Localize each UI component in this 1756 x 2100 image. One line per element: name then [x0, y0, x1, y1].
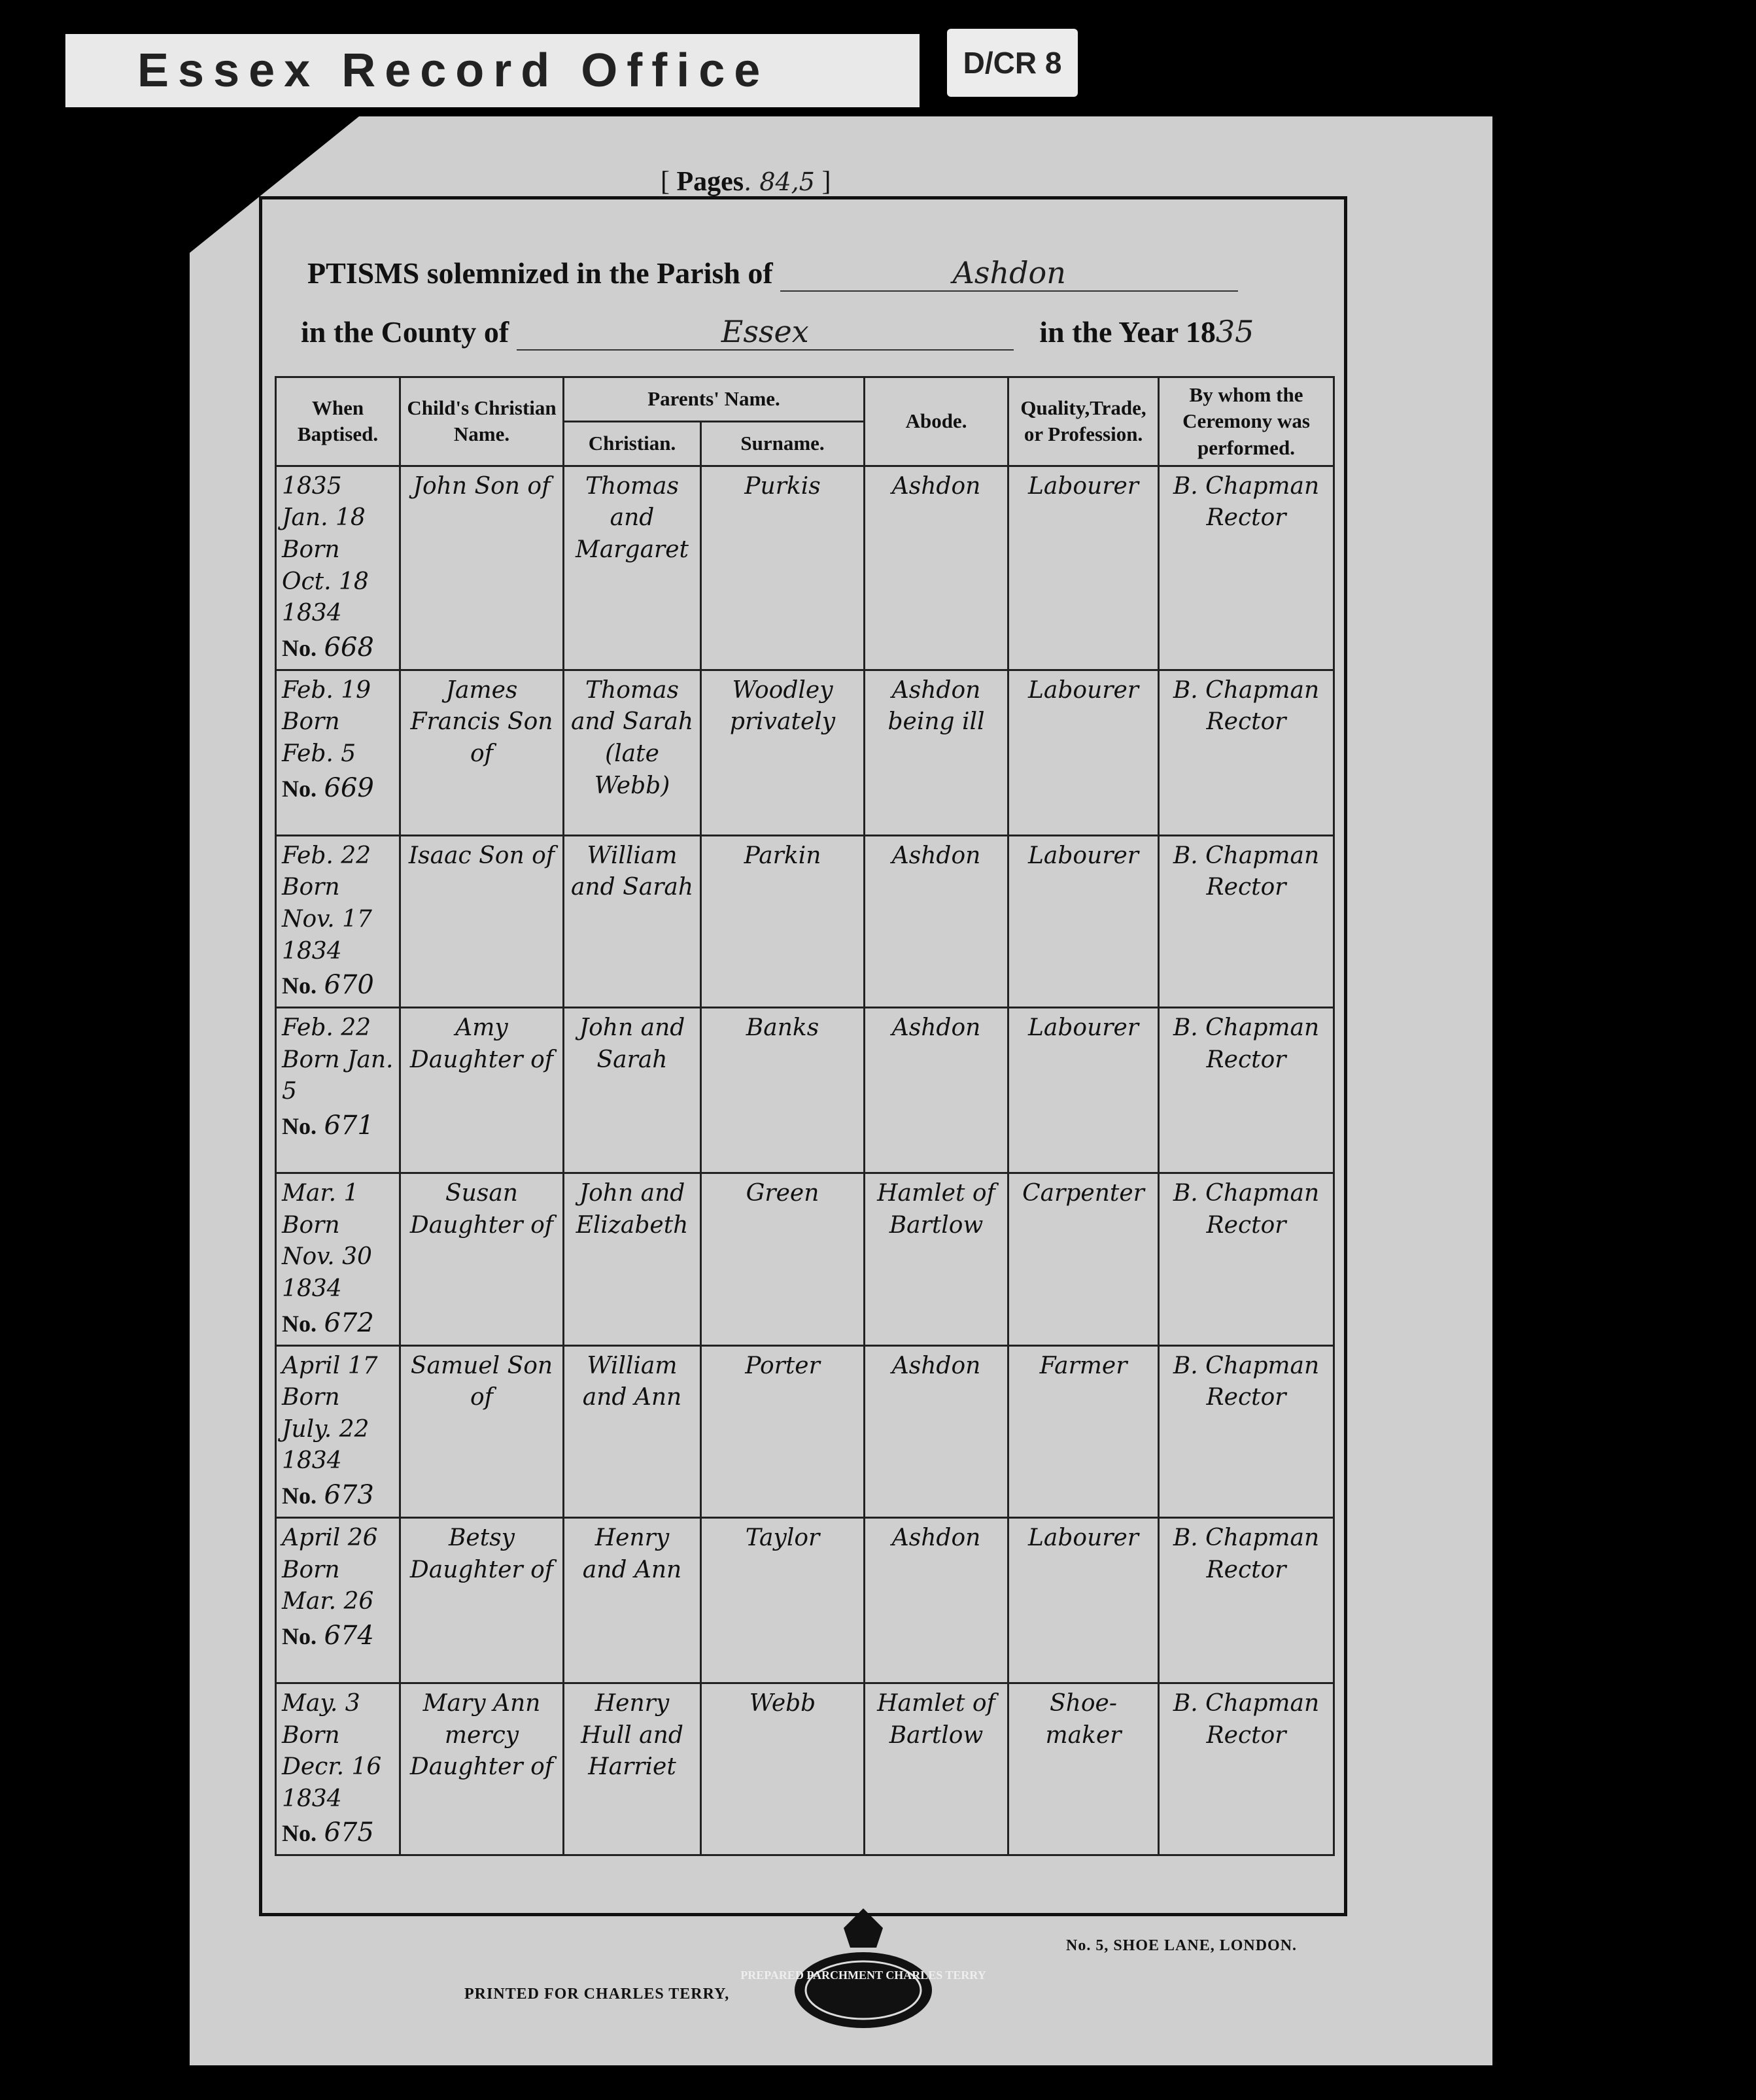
col-quality: Quality,Trade, or Profession.	[1008, 377, 1159, 466]
parent-surname: Taylor	[701, 1517, 865, 1683]
table-row	[276, 1008, 1334, 1173]
table-row	[276, 835, 1334, 1007]
entry-number	[282, 1305, 394, 1341]
entry-number-value: 674	[324, 1620, 374, 1651]
trade: Shoe- maker	[1008, 1683, 1159, 1855]
entry-when	[276, 1345, 400, 1517]
entry-number	[282, 1815, 394, 1850]
heading-title: PTISMS solemnized in the Parish of	[307, 256, 773, 290]
abode: Hamlet of Bartlow	[865, 1683, 1008, 1855]
stamp-seal	[795, 1952, 932, 2028]
parent-christian-names: John and Sarah	[564, 1008, 701, 1173]
trade: Labourer	[1008, 1517, 1159, 1683]
col-parents: Parents' Name.	[564, 377, 865, 422]
abode: Ashdon being ill	[865, 670, 1008, 835]
entry-number-value: 670	[324, 970, 374, 1001]
child-name: Isaac Son of	[400, 835, 564, 1007]
entry-number-label: No.	[282, 1113, 317, 1140]
officiant: B. Chapman Rector	[1159, 466, 1334, 670]
col-by-whom: By whom the Ceremony was performed.	[1159, 377, 1334, 466]
child-name: Betsy Daughter of	[400, 1517, 564, 1683]
parent-surname: Green	[701, 1173, 865, 1345]
col-when: When Baptised.	[276, 377, 400, 466]
baptism-date: May. 3 Born Decr. 16 1834	[282, 1689, 382, 1812]
child-name: Mary Ann mercy Daughter of	[400, 1683, 564, 1855]
entry-number	[282, 630, 394, 665]
col-surname: Surname.	[701, 421, 865, 466]
entry-number-label: No.	[282, 634, 317, 661]
entry-number	[282, 770, 394, 806]
entry-number-label: No.	[282, 775, 317, 802]
parent-christian-names: William and Ann	[564, 1345, 701, 1517]
officiant: B. Chapman Rector	[1159, 835, 1334, 1007]
child-name: Amy Daughter of	[400, 1008, 564, 1173]
heading-parish-line	[307, 255, 1238, 292]
child-name: James Francis Son of	[400, 670, 564, 835]
year-value: 35	[1215, 314, 1254, 349]
abode: Ashdon	[865, 1345, 1008, 1517]
entry-number-label: No.	[282, 1820, 317, 1847]
entry-when	[276, 1008, 400, 1173]
abode: Ashdon	[865, 1008, 1008, 1173]
officiant: B. Chapman Rector	[1159, 1517, 1334, 1683]
trade: Labourer	[1008, 1008, 1159, 1173]
table-row	[276, 670, 1334, 835]
pages-reference	[661, 166, 831, 198]
officiant: B. Chapman Rector	[1159, 1008, 1334, 1173]
parent-surname: Webb	[701, 1683, 865, 1855]
stamp-crown-icon	[844, 1908, 883, 1948]
parent-surname: Purkis	[701, 466, 865, 670]
pages-label: Pages	[676, 167, 744, 197]
col-child-name: Child's Christian Name.	[400, 377, 564, 466]
entry-number-label: No.	[282, 1310, 317, 1337]
parent-christian-names: Henry and Ann	[564, 1517, 701, 1683]
year-label: in the Year 18	[1039, 315, 1216, 349]
baptism-date: Feb. 19 Born Feb. 5	[282, 676, 371, 768]
abode: Ashdon	[865, 1517, 1008, 1683]
entry-number	[282, 1477, 394, 1513]
abode: Ashdon	[865, 466, 1008, 670]
entry-number-value: 668	[324, 632, 374, 663]
pages-bracket-open: [	[661, 167, 670, 197]
archive-label: Essex Record Office	[65, 34, 920, 107]
entry-number-value: 672	[324, 1307, 374, 1338]
table-row	[276, 466, 1334, 670]
parent-christian-names: Thomas and Margaret	[564, 466, 701, 670]
baptism-date: Mar. 1 Born Nov. 30 1834	[282, 1180, 372, 1303]
baptism-date: 1835 Jan. 18 Born Oct. 18 1834	[282, 472, 369, 627]
parish-value: Ashdon	[780, 255, 1238, 292]
stamp-text-1: PREPARED PARCHMENT CHARLES TERRY	[740, 1969, 986, 1982]
abode: Ashdon	[865, 835, 1008, 1007]
table-row	[276, 1173, 1334, 1345]
trade: Labourer	[1008, 466, 1159, 670]
entry-when	[276, 1683, 400, 1855]
baptism-date: Feb. 22 Born Jan. 5	[282, 1014, 394, 1105]
trade: Labourer	[1008, 835, 1159, 1007]
child-name: John Son of	[400, 466, 564, 670]
entry-number	[282, 1108, 394, 1143]
parchment-stamp	[740, 1902, 986, 2033]
abode: Hamlet of Bartlow	[865, 1173, 1008, 1345]
parent-surname: Parkin	[701, 835, 865, 1007]
child-name: Susan Daughter of	[400, 1173, 564, 1345]
parent-surname: Porter	[701, 1345, 865, 1517]
baptism-register-table	[275, 376, 1335, 1856]
table-row	[276, 1345, 1334, 1517]
baptism-date: April 26 Born Mar. 26	[282, 1524, 378, 1615]
officiant: B. Chapman Rector	[1159, 1173, 1334, 1345]
officiant: B. Chapman Rector	[1159, 670, 1334, 835]
entry-when	[276, 670, 400, 835]
parent-surname: Woodley privately	[701, 670, 865, 835]
col-abode: Abode.	[865, 377, 1008, 466]
entry-when	[276, 1173, 400, 1345]
entry-number-label: No.	[282, 1482, 317, 1509]
entry-number-value: 675	[324, 1817, 374, 1848]
entry-number-label: No.	[282, 1623, 317, 1649]
county-label: in the County of	[301, 315, 509, 349]
entry-when	[276, 466, 400, 670]
parent-christian-names: Thomas and Sarah (late Webb)	[564, 670, 701, 835]
table-row	[276, 1683, 1334, 1855]
officiant: B. Chapman Rector	[1159, 1345, 1334, 1517]
trade: Farmer	[1008, 1345, 1159, 1517]
trade: Labourer	[1008, 670, 1159, 835]
table-row	[276, 1517, 1334, 1683]
entry-number-label: No.	[282, 973, 317, 999]
child-name: Samuel Son of	[400, 1345, 564, 1517]
entry-number	[282, 1618, 394, 1653]
printer-address: No. 5, SHOE LANE, LONDON.	[1066, 1937, 1298, 1954]
entry-when	[276, 1517, 400, 1683]
entry-number	[282, 967, 394, 1003]
parent-christian-names: John and Elizabeth	[564, 1173, 701, 1345]
pages-bracket-close: ]	[821, 167, 831, 197]
entry-when	[276, 835, 400, 1007]
parent-christian-names: Henry Hull and Harriet	[564, 1683, 701, 1855]
parent-surname: Banks	[701, 1008, 865, 1173]
baptism-date: Feb. 22 Born Nov. 17 1834	[282, 842, 372, 965]
entry-number-value: 671	[324, 1110, 374, 1141]
printer-credit: PRINTED FOR CHARLES TERRY,	[464, 1986, 730, 2003]
trade: Carpenter	[1008, 1173, 1159, 1345]
county-value: Essex	[517, 314, 1014, 351]
officiant: B. Chapman Rector	[1159, 1683, 1334, 1855]
entry-number-value: 673	[324, 1479, 374, 1510]
parent-christian-names: William and Sarah	[564, 835, 701, 1007]
pages-number: . 84,5	[744, 167, 815, 196]
baptism-date: April 17 Born July. 22 1834	[282, 1352, 378, 1475]
col-christian: Christian.	[564, 421, 701, 466]
entry-number-value: 669	[324, 772, 374, 803]
reference-label: D/CR 8	[947, 29, 1078, 97]
heading-county-line	[301, 314, 1254, 351]
